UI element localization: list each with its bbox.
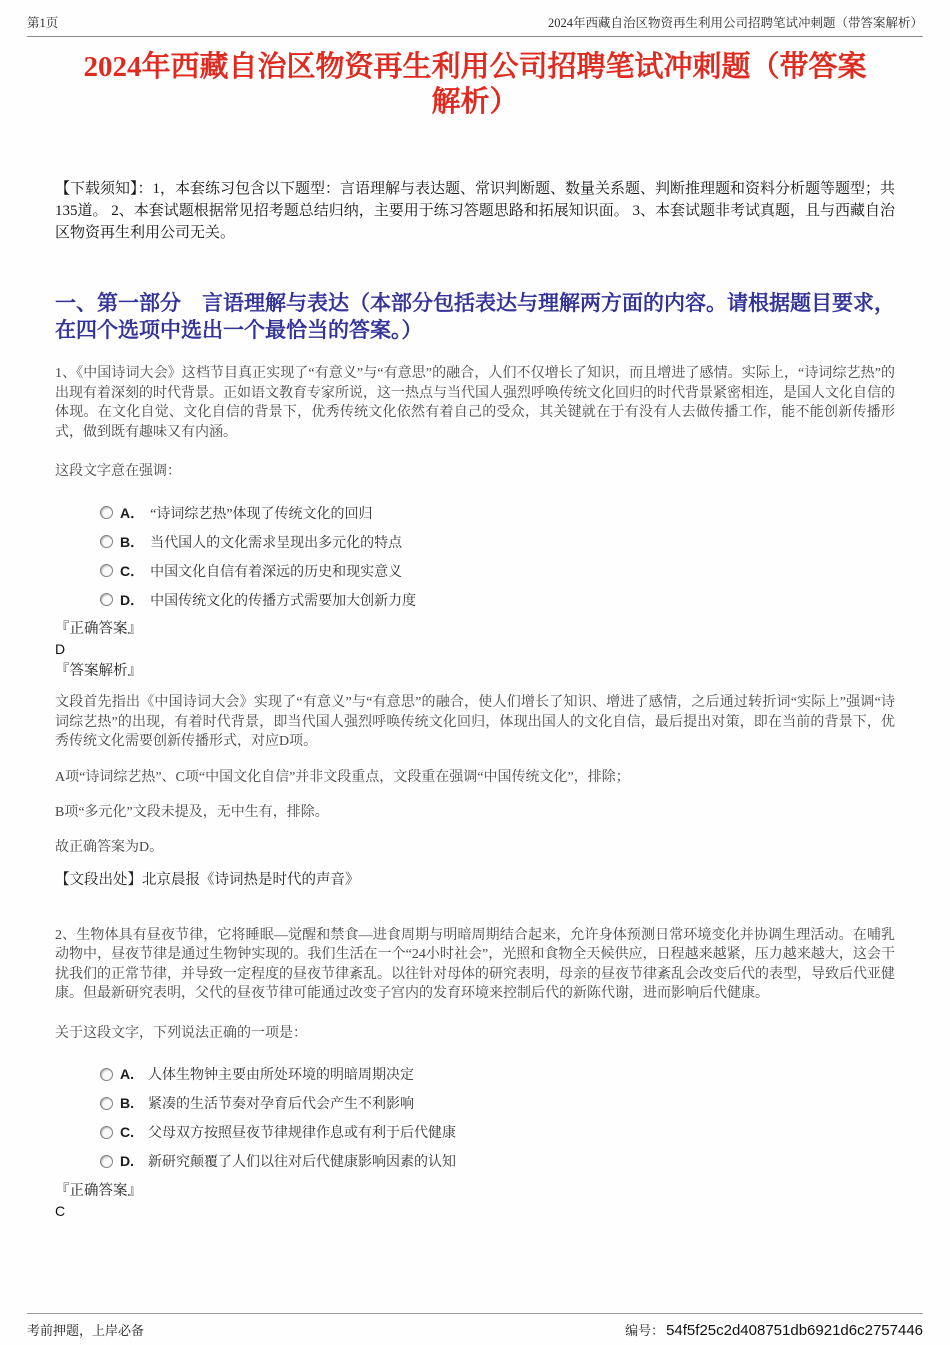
radio-button[interactable] [100, 1126, 113, 1139]
question-2-options [55, 1065, 895, 1171]
option-row [100, 1094, 895, 1113]
option-text: “诗词综艺热”体现了传统文化的回归 [150, 506, 373, 522]
analysis-paragraph: 文段首先指出《中国诗词大会》实现了“有意义”与“有意思”的融合，使人们增长了知识、增进了感情，之后通过转折词“实际上”强调“诗词综艺热”的出现，有着时代背景，即当代国人强烈呼唤传统文化回归，体现出国人的文化自信，最后提出对策，即在当前的背景下，优秀传统文化需要创新传播形式，对应D项。 [55, 695, 895, 749]
radio-button[interactable] [100, 593, 113, 606]
question-1-prompt: 这段文字意在强调： [55, 464, 181, 479]
footer-serial [625, 1320, 923, 1339]
question-1-block [55, 344, 895, 890]
radio-button[interactable] [100, 506, 113, 519]
page-header [27, 0, 923, 37]
option-row [100, 590, 895, 609]
option-row [100, 1065, 895, 1084]
option-letter: A． [120, 504, 145, 521]
question-1-stem: 1、《中国诗词大会》这档节目真正实现了“有意义”与“有意思”的融合，人们不仅增长了知识，而且增进了感情。实际上，“诗词综艺热”的出现有着深刻的时代背景。正如语文教育专家所说，这一热点与当代国人强烈呼唤传统文化回归的时代背景紧密相连，是国人文化自信的体现。在文化自觉、文化自信的背景下，优秀传统文化依然有着自己的受众，其关键就在于有没有人去做传播工作，能不能创新传播形式，做到既有趣味又有内涵。 [55, 366, 895, 440]
option-row [100, 561, 895, 580]
option-letter: C. [120, 1124, 134, 1140]
source-line: 【文段出处】北京晨报《诗词热是时代的声音》 [55, 871, 360, 888]
radio-button[interactable] [100, 1097, 113, 1110]
page-footer [27, 1313, 923, 1345]
correct-answer-label: 『正确答案』 [55, 621, 142, 637]
page-title: 2024年西藏自治区物资再生利用公司招聘笔试冲刺题（带答案解析） [83, 51, 867, 118]
radio-button[interactable] [100, 535, 113, 548]
option-letter: C． [120, 562, 145, 579]
correct-answer-label: 『正确答案』 [55, 1182, 142, 1199]
option-text: 中国传统文化的传播方式需要加大创新力度 [150, 593, 417, 609]
option-row [100, 1152, 895, 1171]
footer-slogan: 考前押题，上岸必备 [27, 1323, 145, 1338]
serial-label: 编号： [625, 1323, 665, 1338]
analysis-conclusion: 故正确答案为D。 [55, 839, 164, 855]
analysis-label: 『答案解析』 [55, 663, 142, 679]
option-row [100, 532, 895, 551]
option-text: 紧凑的生活节奏对孕育后代会产生不利影响 [148, 1097, 414, 1112]
question-2-block [55, 890, 895, 1221]
serial-value: 54f5f25c2d408751db6921d6c2757446 [666, 1322, 923, 1339]
option-letter: B. [120, 1095, 134, 1111]
header-page-number: 第1页 [27, 16, 59, 30]
option-letter: B． [120, 533, 145, 550]
header-doc-title: 2024年西藏自治区物资再生利用公司招聘笔试冲刺题（带答案解析） [547, 16, 923, 30]
option-letter: D. [120, 1153, 134, 1169]
download-notice: 【下载须知】：1，本套练习包含以下题型：言语理解与表达题、常识判断题、数量关系题、判断推理题和资料分析题等题型；共135道。 2、本套试题根据常见招考题总结归纳，主要用于练习答题思路和拓展知识面。 3、本套试题非考试真题，且与西藏自治区物资再生利用公司无关。 [55, 181, 896, 241]
correct-answer-value: C [55, 1202, 66, 1219]
option-text: 父母双方按照昼夜节律规律作息或有利于后代健康 [148, 1126, 456, 1141]
radio-button[interactable] [100, 1155, 113, 1168]
option-text: 新研究颠覆了人们以往对后代健康影响因素的认知 [148, 1155, 456, 1170]
question-2-stem: 2、生物体具有昼夜节律，它将睡眠—觉醒和禁食—进食周期与明暗周期结合起来，允许身体预测日常环境变化并协调生理活动。在哺乳动物中，昼夜节律是通过生物钟实现的。我们生活在一个“24小时社会”，光照和食物全天候供应，日程越来越紧，压力越来越大，这会干扰我们的正常节律，并导致一定程度的昼夜节律紊乱。以往针对母体的研究表明，母亲的昼夜节律紊乱会改变后代的表型，导致后代亚健康。但最新研究表明，父代的昼夜节律可能通过改变子宫内的发育环境来控制后代的新陈代谢，进而影响后代健康。 [55, 927, 895, 1001]
radio-button[interactable] [100, 564, 113, 577]
option-text: 人体生物钟主要由所处环境的明暗周期决定 [148, 1068, 414, 1083]
analysis-line-b: B项“多元化”文段未提及，无中生有，排除。 [55, 804, 329, 820]
question-2-prompt: 关于这段文字，下列说法正确的一项是： [55, 1025, 307, 1041]
option-row [100, 503, 895, 522]
correct-answer-value: D [55, 641, 66, 657]
option-text: 中国文化自信有着深远的历史和现实意义 [150, 564, 403, 580]
option-row [100, 1123, 895, 1142]
option-letter: A. [120, 1066, 134, 1082]
analysis-line-ac: A项“诗词综艺热”、C项“中国文化自信”并非文段重点，文段重在强调“中国传统文化”，排除； [55, 769, 630, 785]
section-heading: 一、第一部分 言语理解与表达（本部分包括表达与理解两方面的内容。请根据题目要求，在四个选项中选出一个最恰当的答案。） [55, 291, 895, 342]
question-1-options [55, 503, 895, 609]
option-letter: D． [120, 591, 145, 608]
option-text: 当代国人的文化需求呈现出多元化的特点 [150, 535, 403, 551]
radio-button[interactable] [100, 1068, 113, 1081]
